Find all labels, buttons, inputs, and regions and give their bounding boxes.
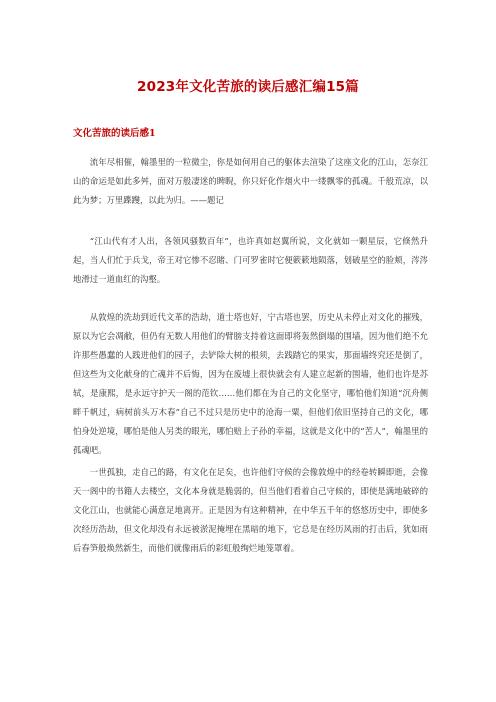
- document-title: 2023年文化苦旅的读后感汇编15篇: [137, 79, 359, 95]
- section-heading: 文化苦旅的读后感1: [73, 128, 156, 139]
- body-paragraph: 流年尽相催，翰墨里的一粒微尘，你是如何用自己的躯体去渲染了这座文化的江山，怎奈江山的命运是如此多舛，面对万般凄迷的睥睨，你只好化作烟火中一缕飘零的孤魂。千般荒凉，以此为梦；万里蹀躞，以此为归。——题记: [73, 157, 428, 205]
- body-paragraph: 从敦煌的洗劫到近代文革的浩劫，道士塔也好，宁古塔也罢，历史从未停止对文化的摧残，原以为它会凋敝，但仍有无数人用他们的臂膀支持着这面即将轰然倒塌的围墙，因为他们绝不允许那些愚蠢的人践进他们的园子，去铲除大树的根须，去践踏它的果实，那面墙终究还是倒了，但这些为文化献身的亡魂并不后悔，因为在废墟上很快就会有人建立起新的围墙，他们也许是苏轼，是康熙，是永远守护天一阁的范钦……他们都在为自己的文化坚守，哪怕他们知道“沉舟侧畔千帆过，病树前头万木春”自己不过只是历史中的沧海一粟，但他们依旧坚持自己的文化，哪怕身处逆境，哪怕是他人另类的眼光，哪怕赔上子孙的幸福，这就是文化中的“苦人”，翰墨里的孤魂吧。: [73, 312, 428, 455]
- body-paragraph: 一世孤独，走自己的路，有文化在足矣，也许他们守候的会像敦煌中的经卷转瞬即逝，会像天一阁中的书籍人去楼空，文化本身就是脆弱的，但当他们看着自己守候的，即使是满地破碎的文化江山，也就能心满意足地离开。正是因为有这种精神，在中华五千年的悠悠历史中，即使多次经历浩劫，但文化却没有永远被淤泥掩埋在黑暗的地下，它总是在经历风雨的打击后，犹如雨后春笋般焕然新生，而他们就像雨后的彩虹般绚烂地笼罩着。: [73, 467, 428, 553]
- body-paragraph: “江山代有才人出，各领风骚数百年”，也许真如赵翼所说，文化就如一颗星辰，它倏然升起，当人们忙于兵戈，帝王对它惨不忍睹、门可罗雀时它便簌簌地陨落，划破星空的脸颊，涔涔地滑过一道血红的沟壑。: [73, 236, 428, 284]
